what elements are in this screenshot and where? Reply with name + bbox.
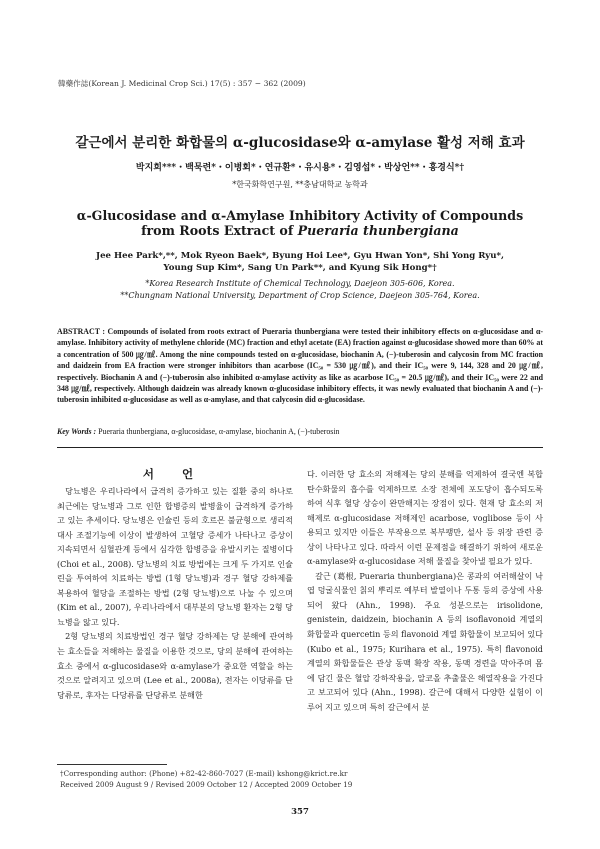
english-title-species: Pueraria thunbergiana [297, 223, 459, 238]
english-title-prefix: from Roots Extract of [141, 223, 298, 238]
footnote-corresponding: †Corresponding author: (Phone) +82-42-860-7027 (E-mail) kshong@krict.re.kr [60, 769, 348, 778]
english-authors-line-1: Jee Hee Park*,**, Mok Ryeon Baek*, Byung Hoi Lee*, Gyu Hwan Yon*, Shi Yong Ryu*, [96, 251, 504, 261]
english-affiliation [0, 278, 600, 301]
footnote [60, 769, 352, 790]
english-affiliation-line-2: **Chungnam National University, Department of Crop Science, Daejeon 305-764, Korea. [120, 290, 480, 300]
section-title: 서 언 [142, 467, 206, 481]
abstract: ABSTRACT : Compounds of isolated from roots extract of Pueraria thunbergiana were tested their inhibitory effects on α-glucosidase and α-amylase. Inhibitory activity of methylene chloride (MC) fraction and ethyl acetate (EA) fraction against α-glucosidase showed more than 60% at a concentration of 500 ㎍/㎖. Among the nine compounds tested on α-glucosidase, biochanin A, (−)-tuberosin and calycosin from MC fraction and daidzein from EA fraction were stronger inhibitors than acarbose (IC₅₀ = 530 ㎍/㎖), and their IC₅₀ were 9, 144, 328 and 20 ㎍/㎖, respectively. Biochanin A and (−)-tuberosin also inhibited α-amylase activity as like as acarbose IC₅₀ = 20.5 ㎍/㎖), and their IC₅₀ were 22 and 348 ㎍/㎖, respectively. Although daidzein was already known α-glucosidase inhibitory effects, it was newly evaluated that biochanin A and (−)-tuberosin inhibited α-glucosidase as well as α-amylase, and that calycosin did α-glucosidase. [57, 327, 543, 405]
english-title [0, 208, 600, 238]
footnote-dates: Received 2009 August 9 / Revised 2009 October 12 / Accepted 2009 October 19 [60, 779, 353, 789]
english-authors-line-2: Young Sup Kim*, Sang Un Park**, and Kyung Sik Hong*† [163, 263, 437, 274]
keywords-text: Pueraria thunbergiana, α-glucosidase, α-amylase, biochanin A, (−)-tuberosin [98, 427, 340, 436]
left-paragraph-1: 당뇨병은 우리나라에서 급격히 증가하고 있는 질환 중의 하나로 최근에는 당뇨병과 그로 인한 합병증의 발병율이 급격하게 증가하고 있는 추세이다. 당뇨병은 인슐린 등의 호르몬 불균형으로 생리적 대사 조절기능에 이상이 발생하여 고혈당 증세가 나타나고 증상이 지속되면서 심혈관계 등에서 심각한 합병증을 유발시키는 질병이다 (Choi et al., 2008). 당뇨병의 치료 방법에는 크게 두 가지로 인슐린을 투여하여 치료하는 방법 (1형 당뇨병)과 경구 혈당 강하제를 복용하여 혈당을 조절하는 방법 (2형 당뇨병)으로 나눌 수 있으며 (Kim et al., 2007), 우리나라에서 대부분의 당뇨병 환자는 2형 당뇨병을 앓고 있다. [57, 486, 293, 627]
korean-affiliation: *한국화학연구원, **충남대학교 농학과 [232, 180, 368, 189]
right-column [307, 467, 543, 765]
keywords-label: Key Words : [57, 427, 97, 436]
section-divider [57, 447, 543, 448]
left-column [57, 484, 293, 760]
right-paragraph-2: 갈근 (葛根, Pueraria thunbergiana)은 콩과의 여러해살이 낙엽 덩굴식물인 칡의 뿌리로 예부터 발열이나 두통 등의 증상에 사용되어 왔다 (Ahn., 1998). 주요 성분으로는 irisolidone, genistein, daidzein, biochanin A 등의 isoflavonoid 계열의 화합물과 quercetin 등의 flavonoid 계열 화합물이 보고되어 있다 (Kubo et al., 1975; Kurihara et al., 1975). 특히 flavonoid 계열의 화합물들은 관상 동맥 확장 작용, 동맥 경련을 막아주며 몸에 담긴 물은 혈압 강하작용을, 알코올 추출물은 해열작용을 가진다고 보고되어 있다 (Ahn., 1998). 갈근에 대해서 다양한 실험이 이루어 지고 있으며 특히 갈근에서 분 [307, 570, 543, 712]
english-title-line-2 [0, 223, 600, 238]
keywords [57, 427, 543, 436]
english-affiliation-line-1: *Korea Research Institute of Chemical Technology, Daejeon 305-606, Korea. [145, 279, 455, 288]
right-paragraph-1: 다. 이러한 당 효소의 저해제는 당의 분해를 억제하여 결국엔 복합 탄수화물의 흡수를 억제하므로 소장 전체에 포도당이 흡수되도록 하여 식후 혈당 상승이 완만해지는 장점이 있다. 현재 당 효소의 저해제로 α-glucosidase 저해제인 acarbose, voglibose 등이 사용되고 있지만 이들은 부작용으로 복부팽만, 설사 등 위장 관련 증상이 나타나고 있다. 따라서 이런 문제점을 해결하기 위하여 새로운 α-amylase와 α-glucosidase 저해 물질을 찾아낼 필요가 있다. [307, 469, 543, 567]
english-title-line-1: α-Glucosidase and α-Amylase Inhibitory Activity of Compounds [76, 208, 524, 223]
korean-authors: 박지희***・백묵련*・이병회*・연규환*・유시용*・김영섭*・박상언**・홍경식*† [135, 163, 465, 173]
page-number: 357 [291, 807, 309, 817]
footnote-rule [57, 764, 167, 765]
korean-title: 갈근에서 분리한 화합물의 α-glucosidase와 α-amylase 활성 저해 효과 [75, 135, 525, 151]
english-authors [0, 250, 600, 275]
journal-header: 韓藥作誌(Korean J. Medicinal Crop Sci.) 17(5) : 357 − 362 (2009) [58, 79, 306, 88]
left-paragraph-2: 2형 당뇨병의 치료방법인 경구 혈당 강하제는 당 분해에 관여하는 효소들을 저해하는 물질을 이용한 것으로, 당의 분해에 관여하는 효소 중에서 α-glucosidase와 α-amylase가 중요한 역할을 하는 것으로 알려지고 있으며 (Lee et al., 2008a), 전자는 이당류를 단당류로, 후자는 다당류를 단당류로 분해한 [57, 631, 293, 700]
